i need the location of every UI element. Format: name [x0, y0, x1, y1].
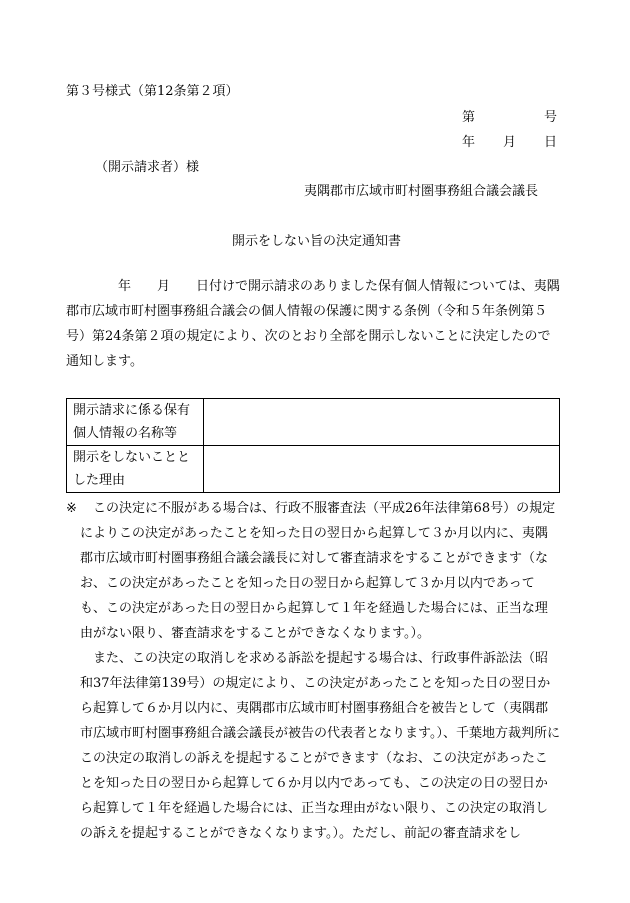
- note-paragraph-1: この決定に不服がある場合は、行政不服審査法（平成26年法律第68号）の規定によりこの決定があったことを知った日の翌日から起算して３か月以内に、夷隅郡市広域市町村圏事務組合議会議長に対して審査請求をすることができます（なお、この決定があったことを知った日の翌日から起算して３か月以内であっても、この決定があった日の翌日から起算して１年を経過した場合には、正当な理由がない限り、審査請求をすることができなくなります。）。: [80, 501, 556, 641]
- info-table: [66, 398, 560, 493]
- document-number-suffix: 号: [544, 110, 558, 125]
- row1-label-line1: 開示請求に係る保有: [73, 403, 191, 418]
- body-text: 年 月 日付けで開示請求のありました保有個人情報については、夷隅郡市広域市町村圏事務組合議会の個人情報の保護に関する条例（令和５年条例第５号）第24条第２項の規定により、次のとおり全部を開示しないことに決定したので通知します。: [66, 279, 560, 369]
- sender: 夷隅郡市広域市町村圏事務組合議会議長: [304, 184, 539, 199]
- row2-label-line1: 開示をしないことと: [73, 450, 191, 465]
- table-row: [67, 446, 560, 493]
- row1-label-line2: 個人情報の名称等: [73, 426, 178, 441]
- note-mark: ※: [66, 501, 77, 516]
- date-day: 日: [544, 135, 558, 150]
- document-title: 開示をしない旨の決定通知書: [232, 234, 402, 249]
- row2-value: [204, 446, 560, 493]
- row1-value: [204, 399, 560, 446]
- row2-label-line2: した理由: [73, 473, 126, 488]
- row2-label: [67, 446, 204, 493]
- document-number-prefix: 第: [462, 110, 476, 125]
- date-year: 年: [462, 135, 476, 150]
- row1-label: [67, 399, 204, 446]
- recipient: （開示請求者）様: [95, 160, 200, 175]
- date-month: 月: [503, 135, 517, 150]
- note-paragraph-2: また、この決定の取消しを求める訴訟を提起する場合は、行政事件訴訟法（昭和37年法律第139号）の規定により、この決定があったことを知った日の翌日から起算して６か月以内に、夷隅郡市広域市町村圏事務組合を被告として（夷隅郡市広域市町村圏事務組合議会議長が被告の代表者となります。）、千葉地方裁判所にこの決定の取消しの訴えを提起することができます（なお、この決定があったことを知った日の翌日から起算して６か月以内であっても、この決定の日の翌日から起算して１年を経過した場合には、正当な理由がない限り、この決定の取消しの訴えを提起することができなくなります。）。ただし、前記の審査請求をし: [80, 651, 560, 841]
- form-label: 第３号様式（第12条第２項）: [66, 84, 239, 99]
- table-row: [67, 399, 560, 446]
